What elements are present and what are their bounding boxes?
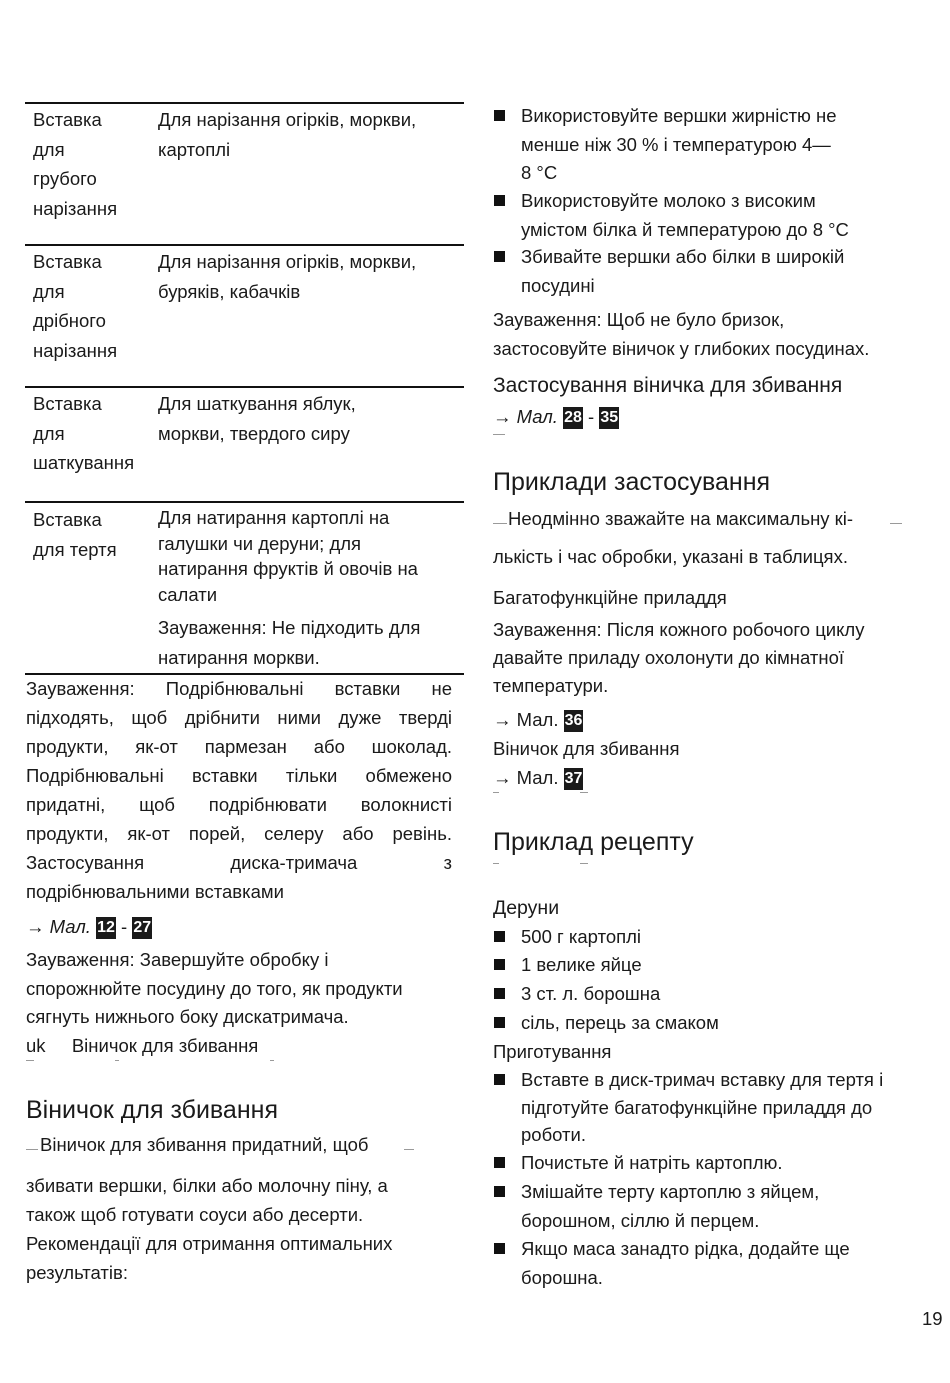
list-item: Змішайте терту картоплю з яйцем, борошном, сіллю й перцем. bbox=[521, 1181, 820, 1231]
figure-number-badge: 27 bbox=[132, 917, 152, 939]
figure-number-badge: 28 bbox=[563, 407, 583, 429]
table-rule bbox=[25, 501, 464, 503]
table-rule bbox=[25, 386, 464, 388]
layout-mark bbox=[493, 434, 505, 435]
examples-second-line: лькість і час обробки, указані в таблицях. bbox=[493, 546, 848, 567]
list-item: Вставте в диск-тримач вставку для тертя і підготуйте багатофункційне приладдя до роботи. bbox=[521, 1069, 884, 1145]
list-item: Якщо маса занадто рідка, додайте ще борошна. bbox=[521, 1238, 850, 1288]
bullet-icon bbox=[494, 1017, 505, 1028]
list-item: сіль, перець за смаком bbox=[521, 1012, 719, 1033]
multi-accessory-title: Багатофункційне приладдя bbox=[493, 587, 727, 608]
bullet-icon bbox=[494, 1243, 505, 1254]
arrow-right-icon: → bbox=[26, 916, 45, 937]
bullet-icon bbox=[494, 1074, 505, 1085]
figure-number-badge: 37 bbox=[564, 768, 584, 790]
figure-reference: → Мал. 12 - 27 bbox=[26, 916, 152, 937]
section-heading-whisk: Віничок для збивання bbox=[26, 1096, 278, 1124]
figure-reference: → Мал. 36 bbox=[493, 709, 583, 730]
layout-mark bbox=[493, 863, 499, 864]
figure-reference: → Мал. 28 - 35 bbox=[493, 406, 619, 427]
table-cell-name: Вставка для тертя bbox=[33, 509, 117, 560]
bullet-icon bbox=[494, 959, 505, 970]
bullet-icon bbox=[494, 931, 505, 942]
bullet-icon bbox=[494, 110, 505, 121]
list-item: Почистьте й натріть картоплю. bbox=[521, 1152, 783, 1173]
table-cell-name: Вставка для шаткування bbox=[33, 393, 135, 473]
layout-mark bbox=[26, 1060, 34, 1061]
list-item: 3 ст. л. борошна bbox=[521, 983, 661, 1004]
table-cell-description: Для нарізання огірків, моркви, картоплі bbox=[158, 109, 417, 160]
layout-mark bbox=[890, 523, 902, 524]
figure-number-badge: 12 bbox=[96, 917, 116, 939]
table-cell-description: Для шаткування яблук, моркви, твердого сиру bbox=[158, 393, 356, 444]
layout-mark bbox=[493, 792, 499, 793]
layout-mark bbox=[580, 863, 588, 864]
language-code: uk bbox=[26, 1035, 46, 1056]
figure-number-badge: 35 bbox=[599, 407, 619, 429]
list-item: Використовуйте молоко з високим умістом білка й температурою до 8 °C bbox=[521, 190, 849, 240]
whisk-intro-first-line: Віничок для збивання придатний, щоб bbox=[40, 1134, 369, 1155]
recipe-name: Деруни bbox=[493, 897, 560, 919]
layout-mark bbox=[493, 523, 507, 524]
running-footer bbox=[26, 1031, 258, 1060]
shredder-note: Зауваження: Подрібнювальні вставки не підходять, щоб дрібнити ними дуже тверді продукти, як-от пармезан або шоколад. Подрібнювальні вставки тільки обмежено придатні, щоб подрібнювати волокнисті продукти, як-от порей, селеру або ревінь. Застосування диска-тримача з подрібнювальними вставками bbox=[26, 678, 452, 902]
section-heading-examples: Приклади застосування bbox=[493, 468, 771, 496]
list-item: 500 г картоплі bbox=[521, 926, 642, 947]
list-item: 1 велике яйце bbox=[521, 954, 642, 975]
section-heading-recipe: Приклад рецепту bbox=[493, 828, 694, 856]
whisk-title: Віничок для збивання bbox=[493, 738, 680, 759]
empty-bowl-note: Зауваження: Завершуйте обробку і спорожнюйте посудину до того, як продукти сягнуть нижнього боку дискатримача. bbox=[26, 949, 403, 1027]
page-number: 19 bbox=[922, 1308, 943, 1329]
table-cell-name: Вставка для дрібного нарізання bbox=[33, 251, 118, 361]
examples-first-line: Неодмінно зважайте на максимальну кі- bbox=[508, 508, 854, 529]
layout-mark bbox=[404, 1149, 414, 1150]
arrow-right-icon: → bbox=[493, 767, 512, 788]
layout-mark bbox=[26, 1149, 38, 1150]
whisk-use-title: Застосування віничка для збивання bbox=[493, 374, 843, 397]
list-item: Використовуйте вершки жирністю не менше ніж 30 % і температурою 4— 8 °C bbox=[521, 105, 837, 183]
table-cell-description: Для нарізання огірків, моркви, буряків, кабачків bbox=[158, 251, 417, 302]
splash-note: Зауваження: Щоб не було бризок, застосовуйте віничок у глибоких посудинах. bbox=[493, 309, 870, 359]
table-cell-note: Зауваження: Не підходить для натирання моркви. bbox=[158, 617, 421, 668]
table-cell-name: Вставка для грубого нарізання bbox=[33, 109, 118, 219]
table-rule bbox=[25, 102, 464, 104]
layout-mark bbox=[270, 1060, 274, 1061]
cooling-note: Зауваження: Після кожного робочого циклу давайте приладу охолонути до кімнатної температури. bbox=[493, 619, 865, 696]
arrow-right-icon: → bbox=[493, 709, 512, 730]
footer-section-title: Віничок для збивання bbox=[71, 1035, 259, 1056]
layout-mark bbox=[115, 1060, 119, 1061]
figure-number-badge: 36 bbox=[564, 710, 584, 732]
bullet-icon bbox=[494, 988, 505, 999]
layout-mark bbox=[580, 792, 588, 793]
bullet-icon bbox=[494, 1157, 505, 1168]
bullet-icon bbox=[494, 1186, 505, 1197]
table-cell-description: Для натирання картоплі на галушки чи деруни; для натирання фруктів й овочів на салати bbox=[158, 507, 418, 605]
arrow-right-icon: → bbox=[493, 406, 512, 427]
bullet-icon bbox=[494, 251, 505, 262]
list-item: Збивайте вершки або білки в широкій посудині bbox=[521, 246, 845, 296]
figure-reference: → Мал. 37 bbox=[493, 767, 583, 788]
table-rule bbox=[25, 244, 464, 246]
preparation-title: Приготування bbox=[493, 1041, 612, 1062]
whisk-intro: збивати вершки, білки або молочну піну, а також щоб готувати соуси або десерти. Рекомендації для отримання оптимальних результатів: bbox=[26, 1175, 393, 1283]
bullet-icon bbox=[494, 195, 505, 206]
